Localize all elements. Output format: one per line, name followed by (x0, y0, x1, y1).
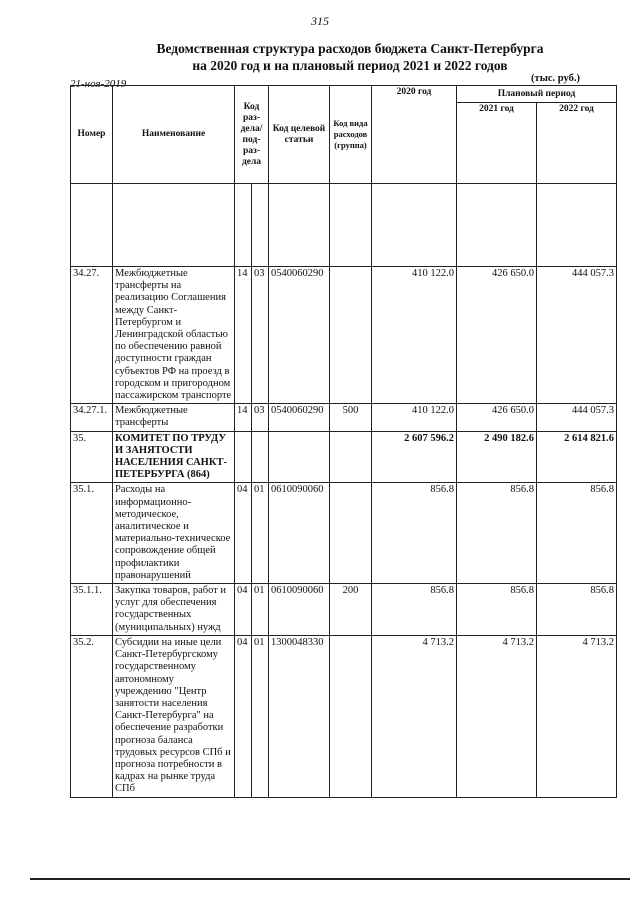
header-section: Код раз-дела/ под-раз-дела (235, 86, 269, 184)
table-row (71, 431, 617, 483)
row-2022-value: 2 614 821.6 (537, 431, 617, 483)
header-2020: 2020 год (372, 86, 457, 184)
row-subsection: 03 (252, 267, 269, 404)
units-label: (тыс. руб.) (531, 73, 580, 84)
row-name: Закупка товаров, работ и услуг для обеспечения государственных (муниципальных) нужд (113, 584, 235, 636)
row-number: 35.1.1. (71, 584, 113, 636)
row-2021-value: 856.8 (457, 483, 537, 584)
row-expense-type (330, 635, 372, 797)
table-row (71, 404, 617, 431)
row-expense-type (330, 267, 372, 404)
row-subsection: 01 (252, 483, 269, 584)
title-line-1: Ведомственная структура расходов бюджета Санкт-Петербурга (156, 41, 544, 56)
row-expense-type: 500 (330, 404, 372, 431)
row-section: 04 (235, 584, 252, 636)
document-date: 21-ноя-2019 (70, 78, 127, 90)
row-section: 14 (235, 267, 252, 404)
row-2021-value: 426 650.0 (457, 404, 537, 431)
row-section: 14 (235, 404, 252, 431)
row-2021-value: 2 490 182.6 (457, 431, 537, 483)
row-2021-value: 856.8 (457, 584, 537, 636)
row-target-code: 1300048330 (269, 635, 330, 797)
row-2022-value: 856.8 (537, 483, 617, 584)
title-line-2: на 2020 год и на плановый период 2021 и 2022 годов (192, 58, 508, 73)
row-subsection: 03 (252, 404, 269, 431)
header-2021: 2021 год (457, 103, 537, 184)
row-2021-value: 426 650.0 (457, 267, 537, 404)
row-2020-value: 2 607 596.2 (372, 431, 457, 483)
header-row-1 (71, 86, 617, 103)
row-name: КОМИТЕТ ПО ТРУДУ И ЗАНЯТОСТИ НАСЕЛЕНИЯ САНКТ-ПЕТЕРБУРГА (864) (113, 431, 235, 483)
spacer-row (71, 184, 617, 267)
row-2022-value: 444 057.3 (537, 267, 617, 404)
table-row (71, 635, 617, 797)
footer-rule (30, 878, 630, 880)
row-target-code (269, 431, 330, 483)
row-subsection: 01 (252, 635, 269, 797)
row-subsection (252, 431, 269, 483)
row-2021-value: 4 713.2 (457, 635, 537, 797)
header-target: Код целевой статьи (269, 86, 330, 184)
header-number: Номер (71, 86, 113, 184)
header-2022: 2022 год (537, 103, 617, 184)
row-target-code: 0540060290 (269, 267, 330, 404)
header-expense-type: Код вида расходов (группа) (330, 86, 372, 184)
row-target-code: 0540060290 (269, 404, 330, 431)
row-number: 35.1. (71, 483, 113, 584)
budget-table (70, 85, 617, 798)
table-row (71, 483, 617, 584)
document-title (140, 40, 560, 74)
row-expense-type (330, 431, 372, 483)
row-number: 34.27. (71, 267, 113, 404)
row-expense-type (330, 483, 372, 584)
header-planned-period: Плановый период (457, 86, 617, 103)
table-row (71, 267, 617, 404)
page-number: 315 (311, 14, 329, 28)
row-name: Субсидии на иные цели Санкт-Петербургскому государственному автономному учреждению "Центр занятости населения Санкт-Петербурга" на обеспечение разработки прогноза баланса трудовых ресурсов СПб и прогноза потребности в кадрах на рынке труда СПб (113, 635, 235, 797)
row-number: 35.2. (71, 635, 113, 797)
row-section (235, 431, 252, 483)
row-2020-value: 410 122.0 (372, 267, 457, 404)
row-2020-value: 856.8 (372, 483, 457, 584)
row-name: Межбюджетные трансферты (113, 404, 235, 431)
row-name: Расходы на информационно-методическое, аналитическое и материально-техническое сопровождение общей профилактики правонарушений (113, 483, 235, 584)
header-name: Наименование (113, 86, 235, 184)
table-row (71, 584, 617, 636)
row-2020-value: 4 713.2 (372, 635, 457, 797)
row-expense-type: 200 (330, 584, 372, 636)
row-number: 34.27.1. (71, 404, 113, 431)
row-section: 04 (235, 483, 252, 584)
row-target-code: 0610090060 (269, 483, 330, 584)
row-number: 35. (71, 431, 113, 483)
row-target-code: 0610090060 (269, 584, 330, 636)
row-2022-value: 4 713.2 (537, 635, 617, 797)
row-subsection: 01 (252, 584, 269, 636)
row-name: Межбюджетные трансферты на реализацию Соглашения между Санкт-Петербургом и Ленинградской областью по обеспечению равной доступности граждан субъектов РФ на проезд в городском и пригородном пассажирском транспорте (113, 267, 235, 404)
row-2020-value: 856.8 (372, 584, 457, 636)
row-2022-value: 856.8 (537, 584, 617, 636)
row-section: 04 (235, 635, 252, 797)
row-2022-value: 444 057.3 (537, 404, 617, 431)
row-2020-value: 410 122.0 (372, 404, 457, 431)
